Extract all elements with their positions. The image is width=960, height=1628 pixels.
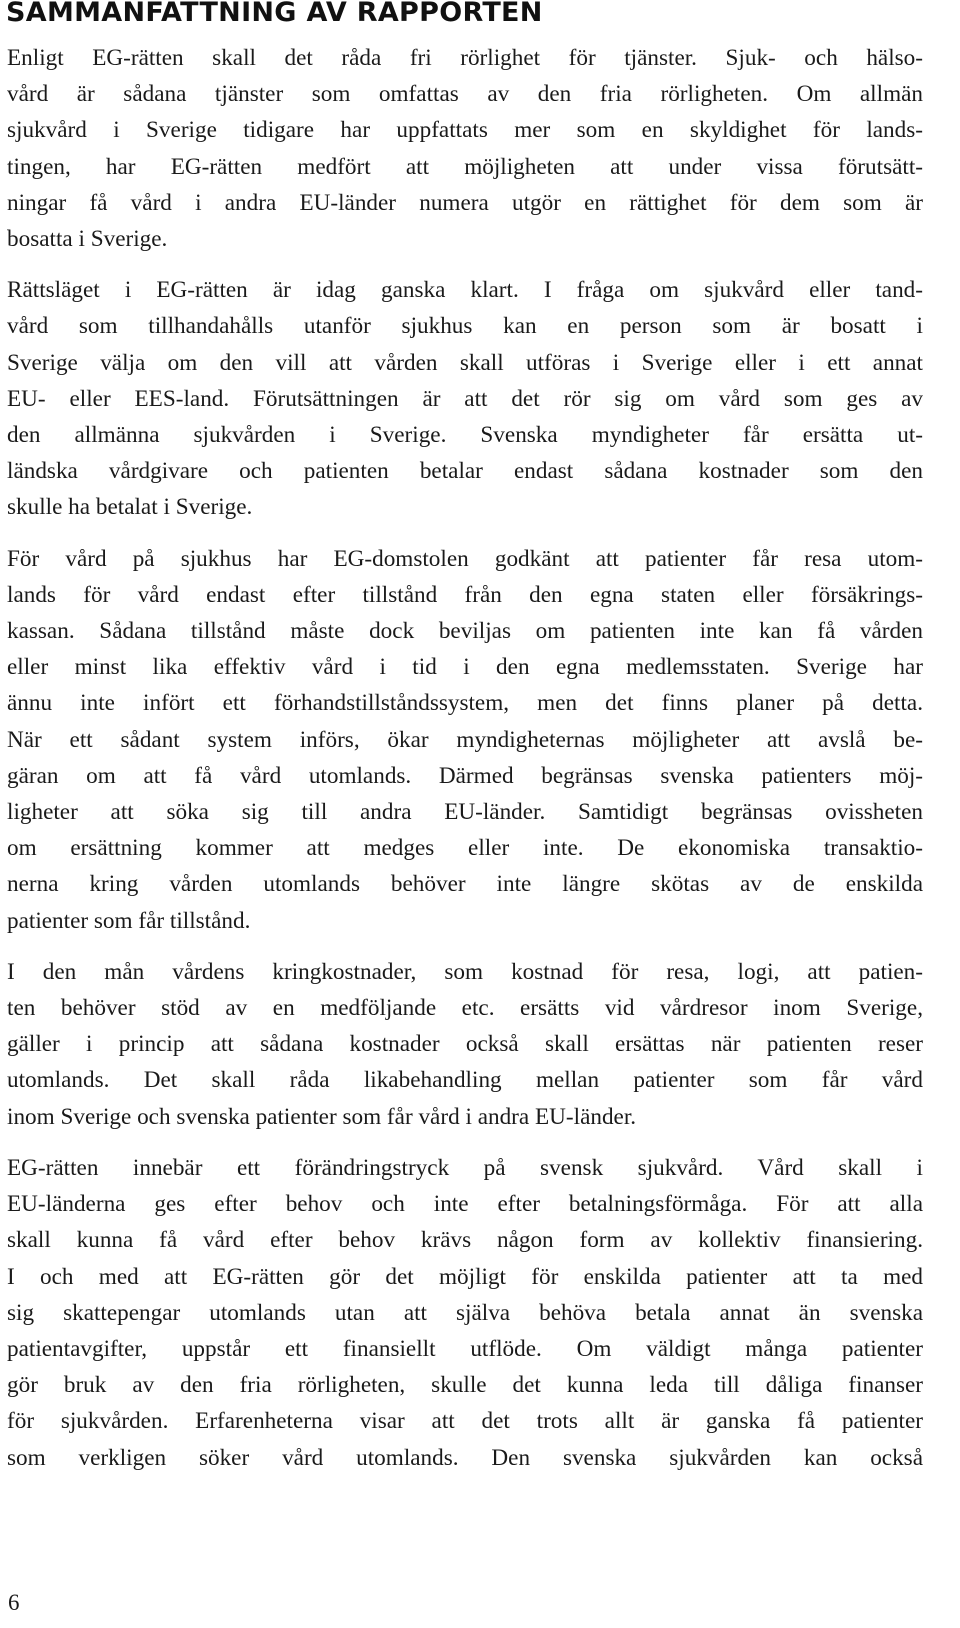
text-line: vård som tillhandahålls utanför sjukhus kan en person som är bosatt i (7, 313, 923, 340)
text-line: Enligt EG-rätten skall det råda fri rörlighet för tjänster. Sjuk- och hälso- (7, 45, 923, 71)
text-line: den allmänna sjukvården i Sverige. Svenska myndigheter får ersätta ut- (7, 422, 923, 449)
text-line: I den mån vårdens kringkostnader, som kostnad för resa, logi, att patien- (7, 958, 923, 985)
text-line: För vård på sjukhus har EG-domstolen godkänt att patienter får resa utom- (7, 545, 923, 572)
paragraph-1 (7, 40, 923, 257)
text-line: eller minst lika effektiv vård i tid i den egna medlemsstaten. Sverige har (7, 654, 923, 681)
paragraph-3 (7, 541, 923, 939)
text-line: om ersättning kommer att medges eller inte. De ekonomiska transaktio- (7, 835, 923, 862)
text-line: gäran om att få vård utomlands. Därmed begränsas svenska patienters möj- (7, 762, 923, 789)
text-line: EG-rätten innebär ett förändringstryck på svensk sjukvård. Vård skall i (7, 1154, 923, 1181)
text-line: skall kunna få vård efter behov krävs någon form av kollektiv finansiering. (7, 1227, 923, 1254)
text-line: Rättsläget i EG-rätten är idag ganska klart. I fråga om sjukvård eller tand- (7, 277, 923, 304)
text-line: patientavgifter, uppstår ett finansiellt utflöde. Om väldigt många patienter (7, 1335, 923, 1362)
paragraph-2 (7, 272, 923, 525)
text-line: När ett sådant system införs, ökar myndigheternas möjligheter att avslå be- (7, 726, 923, 753)
text-line: för sjukvården. Erfarenheterna visar att det trots allt är ganska få patienter (7, 1408, 923, 1435)
text-line: sjukvård i Sverige tidigare har uppfattats mer som en skyldighet för lands- (7, 117, 923, 144)
body-text (7, 40, 923, 1491)
page-title: SAMMANFATTNING AV RAPPORTEN (6, 0, 543, 28)
text-line: I och med att EG-rätten gör det möjligt för enskilda patienter att ta med (7, 1263, 923, 1290)
paragraph-5 (7, 1150, 923, 1476)
text-line: sig skattepengar utomlands utan att själva behöva betala annat än svenska (7, 1299, 923, 1326)
text-line: ännu inte infört ett förhandstillståndssystem, men det finns planer på detta. (7, 690, 923, 717)
text-line: tingen, har EG-rätten medfört att möjligheten att under vissa förutsätt- (7, 153, 923, 180)
page-number: 6 (8, 1590, 20, 1615)
text-line: Sverige välja om den vill att vården skall utföras i Sverige eller i ett annat (7, 349, 923, 376)
text-line: lands för vård endast efter tillstånd från den egna staten eller försäkrings- (7, 581, 923, 608)
text-line: ten behöver stöd av en medföljande etc. ersätts vid vårdresor inom Sverige, (7, 995, 923, 1022)
text-line: EU- eller EES-land. Förutsättningen är att det rör sig om vård som ges av (7, 385, 923, 412)
text-line: patienter som får tillstånd. (7, 907, 251, 934)
text-line: gör bruk av den fria rörligheten, skulle det kunna leda till dåliga finanser (7, 1372, 923, 1399)
text-line: vård är sådana tjänster som omfattas av den fria rörligheten. Om allmän (7, 81, 923, 108)
text-line: nerna kring vården utomlands behöver inte längre skötas av de enskilda (7, 871, 923, 898)
text-line: gäller i princip att sådana kostnader också skall ersättas när patienten reser (7, 1031, 923, 1058)
text-line: inom Sverige och svenska patienter som får vård i andra EU-länder. (7, 1103, 637, 1130)
text-line: ningar få vård i andra EU-länder numera utgör en rättighet för dem som är (7, 189, 923, 216)
text-line: bosatta i Sverige. (7, 226, 168, 253)
text-line: kassan. Sådana tillstånd måste dock beviljas om patienten inte kan få vården (7, 618, 923, 645)
text-line: som verkligen söker vård utomlands. Den svenska sjukvården kan också (7, 1444, 923, 1471)
paragraph-4 (7, 954, 923, 1135)
text-line: ländska vårdgivare och patienten betalar endast sådana kostnader som den (7, 458, 923, 485)
text-line: ligheter att söka sig till andra EU-länder. Samtidigt begränsas ovissheten (7, 799, 923, 826)
text-line: utomlands. Det skall råda likabehandling mellan patienter som får vård (7, 1067, 923, 1094)
text-line: skulle ha betalat i Sverige. (7, 494, 253, 521)
text-line: EU-länderna ges efter behov och inte efter betalningsförmåga. För att alla (7, 1191, 923, 1218)
